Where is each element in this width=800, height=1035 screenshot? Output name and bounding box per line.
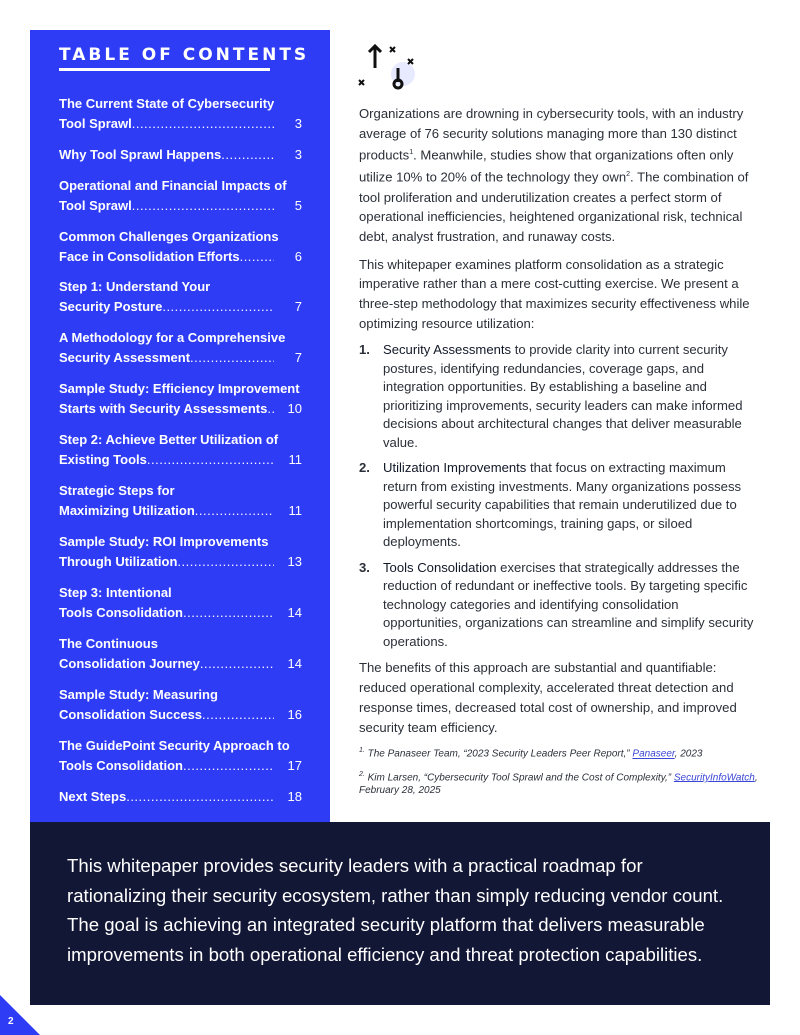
toc-page-number: 3 [294,147,302,162]
toc-page-number: 14 [287,604,302,620]
toc-entry-line [59,603,302,623]
footnote-2: $^{2.}$ Kim Larsen, “Cybersecurity Tool Sprawl and the Cost of Complexity,” SecurityInfoWatch, February 28, 2025 [359,771,758,796]
toc-entry[interactable] [59,430,302,469]
toc-leader-dots [195,501,274,521]
page-number: 2 [8,1016,14,1027]
toc-entry-title-line: The GuidePoint Security Approach to [59,738,290,753]
toc-entry-title: Through Utilization [59,553,178,569]
summary-callout: This whitepaper provides security leaders with a practical roadmap for rationalizing their security ecosystem, rather than simply reducing vendor count. The goal is achieving an integrated security platform that delivers measurable improvements in both operational efficiency and threat protection capabilities. [30,822,770,1005]
toc-entry-title: Tools Consolidation [59,604,183,620]
toc-entry-title-line: Step 2: Achieve Better Utilization of [59,432,279,447]
toc-entry-line [59,196,302,216]
toc-entry-title: Tool Sprawl [59,115,132,131]
toc-page-number: 18 [287,789,302,804]
toc-entry-title: Starts with Security Assessments [59,400,268,416]
toc-page-number: 16 [287,706,302,722]
toc-entry[interactable] [59,379,302,418]
methodology-paragraph: This whitepaper examines platform consolidation as a strategic imperative rather than a mere cost-cutting exercise. We present a three-step methodology that maximizes security effectiveness while optimizing resource utilization: [359,256,750,331]
toc-entry-title: Consolidation Success [59,706,203,722]
toc-leader-dots [132,196,274,216]
toc-entry-title-line: Step 3: Intentional [59,585,172,600]
footnotes [359,745,759,797]
toc-page-number: 13 [287,553,302,569]
step-item: 1. Security Assessments to provide clarity into current security postures, identifying redundancies, coverage gaps, and integration opportunities. By establishing a baseline and prioritizing improvements, security leaders can make informed decisions about architectural changes that deliver measurable value. [359,342,743,450]
footnote-1: $^{1.}$ The Panaseer Team, “2023 Security Leaders Peer Report,” Panaseer, 2023 [359,747,703,760]
toc-leader-dots [183,603,274,623]
toc-entry[interactable] [59,736,302,775]
toc-entry-title: Consolidation Journey [59,655,200,671]
toc-entry-title: Tools Consolidation [59,757,183,773]
toc-leader-dots [183,756,274,776]
benefits-paragraph: The benefits of this approach are substantial and quantifiable: reduced operational complexity, accelerated threat detection and response times, decreased total cost of ownership, and improved security team efficiency. [359,660,737,735]
intro-paragraph: Organizations are drowning in cybersecurity tools, with an industry average of 76 security solutions managing more than 130 distinct products$^1$. Meanwhile, studies show that organizations often only utilize 10% to 20% of the technology they own$^2$. The combination of tool proliferation and underutilization creates a perfect storm of operational inefficiencies, heightened organizational risk, technical debt, analyst frustration, and runaway costs. [359,106,749,244]
toc-page-number: 14 [287,655,302,671]
toc-entry-line [59,552,302,572]
path-arrows-icon [355,44,419,96]
toc-entry[interactable] [59,176,302,215]
toc-entry-title-line: Operational and Financial Impacts of [59,178,287,193]
toc-entry[interactable] [59,227,302,266]
toc-entry-line [59,501,302,521]
toc-entry-title: Tool Sprawl [59,197,132,213]
page-corner-triangle [0,995,40,1035]
toc-entry-title: Existing Tools [59,451,147,467]
toc-entry-title: Maximizing Utilization [59,502,195,518]
toc-page-number: 7 [294,349,302,365]
step-item: 2. Utilization Improvements that focus on extracting maximum return from existing investments. Many organizations possess powerful security capabilities that remain underutilized due to implementation shortcomings, training gaps, or siloed deployments. [359,460,742,550]
toc-leader-dots [177,552,274,572]
toc-leader-dots [132,114,274,134]
toc-leader-dots [190,348,274,368]
securityinfowatch-link[interactable]: SecurityInfoWatch [673,772,755,784]
toc-entry-title: Next Steps [59,789,127,804]
toc-entry-title-line: The Continuous [59,636,158,651]
toc-entry[interactable] [59,94,302,133]
toc-page-number: 5 [294,197,302,213]
toc-leader-dots [240,247,274,267]
toc-page-number: 6 [294,248,302,264]
toc-entry-title-line: Sample Study: Efficiency Improvement [59,381,300,396]
toc-entry-line [59,450,302,470]
toc-entry-title: Security Assessment [59,349,191,365]
toc-entry[interactable] [59,328,302,367]
toc-entry-title-line: The Current State of Cybersecurity [59,96,275,111]
toc-entry[interactable] [59,481,302,520]
toc-title-underline [59,68,270,71]
toc-leader-dots [126,787,274,807]
toc-entry-title-line: A Methodology for a Comprehensive [59,330,286,345]
toc-entry-line [59,756,302,776]
toc-entry-title-line: Common Challenges Organizations [59,229,279,244]
toc-page-number: 10 [287,400,302,416]
toc-entry[interactable] [59,634,302,673]
toc-entry[interactable] [59,277,302,316]
toc-page-number: 17 [287,757,302,773]
toc-leader-dots [147,450,274,470]
toc-entry-title-line: Step 1: Understand Your [59,279,211,294]
toc-leader-dots [221,145,274,165]
toc-entry-line [59,145,302,165]
toc-entry-line [59,348,302,368]
toc-entry-title-line: Sample Study: ROI Improvements [59,534,269,549]
toc-leader-dots [267,399,274,419]
toc-leader-dots [202,705,274,725]
toc-page-number: 11 [288,502,302,518]
toc-entry-line [59,114,302,134]
toc-entry-line [59,705,302,725]
table-of-contents [30,30,330,830]
toc-page-number: 7 [294,298,302,314]
toc-entry-line [59,654,302,674]
toc-page-number: 11 [288,451,302,467]
toc-entry[interactable] [59,787,302,807]
toc-entry[interactable] [59,532,302,571]
toc-entry[interactable] [59,145,302,165]
toc-entry[interactable] [59,685,302,724]
toc-entry-line [59,297,302,317]
toc-leader-dots [200,654,274,674]
toc-entry-line [59,399,302,419]
methodology-steps [359,341,759,651]
panaseer-link[interactable]: Panaseer [632,748,675,760]
toc-page-number: 3 [294,115,302,131]
toc-leader-dots [162,297,274,317]
toc-title: TABLE OF CONTENTS [59,45,310,65]
body-text [359,104,759,805]
toc-entry-title-line: Sample Study: Measuring [59,687,218,702]
step-item: 3. Tools Consolidation exercises that strategically addresses the reduction of redundant or ineffective tools. By targeting specific technology categories and identifying consolidation opportunities, organizations can streamline and simplify security operations. [359,559,754,649]
toc-entry-line [59,247,302,267]
toc-entry-title: Security Posture [59,298,163,314]
toc-entry-title: Face in Consolidation Efforts [59,248,240,264]
toc-entry-line [59,787,302,807]
toc-entry-title-line: Strategic Steps for [59,483,175,498]
toc-entry[interactable] [59,583,302,622]
toc-entry-title: Why Tool Sprawl Happens [59,147,222,162]
